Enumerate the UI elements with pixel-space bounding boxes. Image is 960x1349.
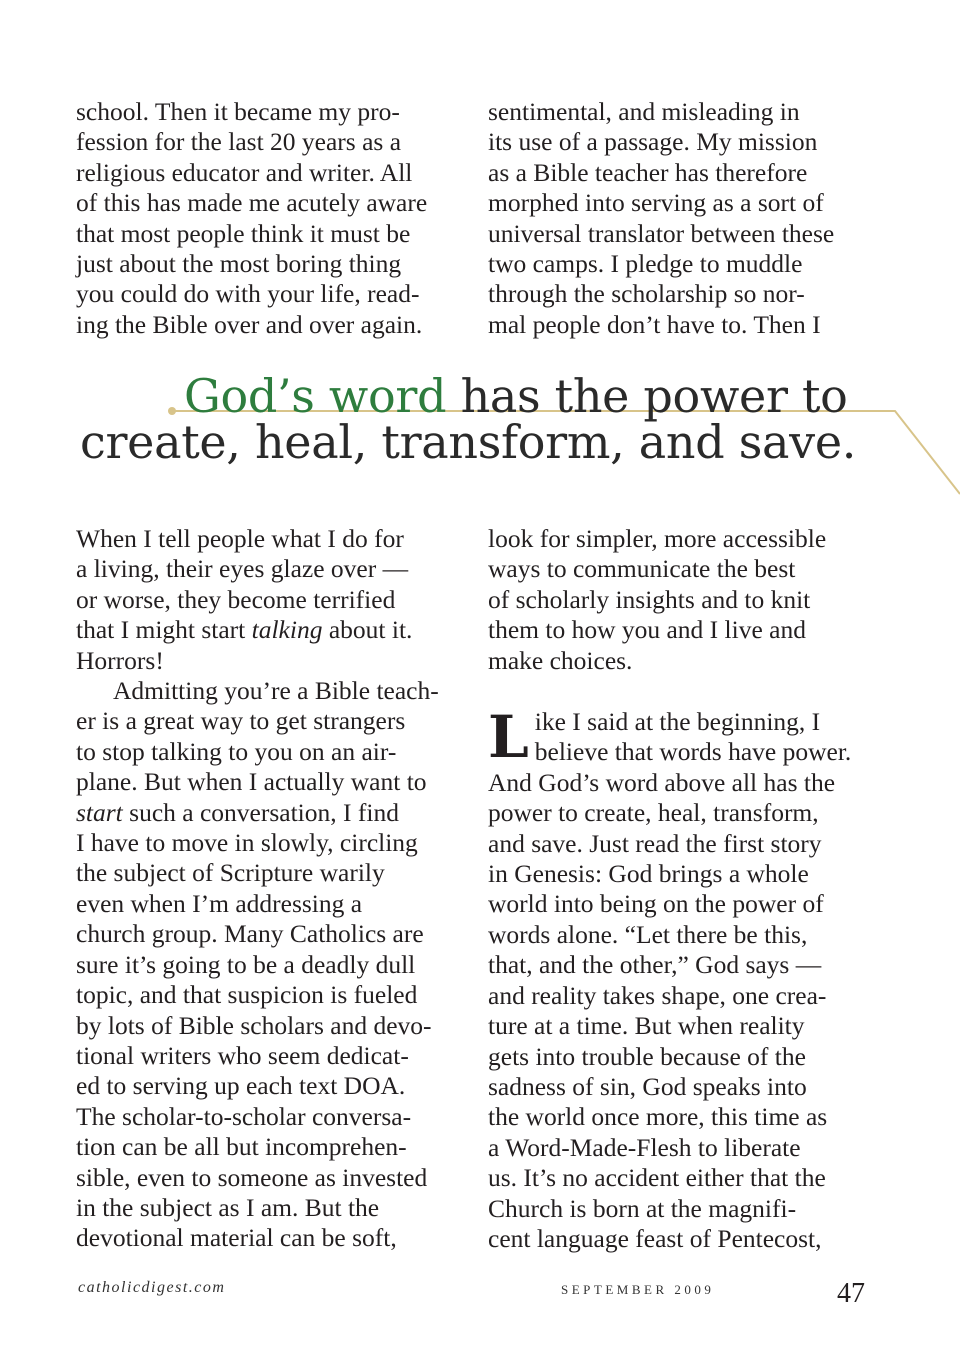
- right-column: [488, 524, 873, 1254]
- top-right-column: [488, 97, 873, 340]
- drop-cap: L: [488, 703, 529, 772]
- text-line: that most people think it must be: [76, 218, 411, 248]
- text-line: cent language feast of Pentecost,: [488, 1223, 822, 1253]
- text-line: to stop talking to you on an air-: [76, 736, 397, 766]
- text-line: topic, and that suspicion is fueled: [76, 980, 418, 1010]
- text-line: by lots of Bible scholars and devo-: [76, 1010, 432, 1040]
- emphasis: start: [76, 797, 123, 827]
- text-line: even when I’m addressing a: [76, 888, 363, 918]
- pull-quote-line-1: [184, 369, 848, 423]
- text-line: church group. Many Catholics are: [76, 919, 424, 949]
- text-line: world into being on the power of: [488, 889, 824, 919]
- text-line: of scholarly insights and to knit: [488, 584, 811, 614]
- text-line: power to create, heal, transform,: [488, 798, 819, 828]
- text-line: sible, even to someone as invested: [76, 1162, 428, 1192]
- text-line: and reality takes shape, one crea-: [488, 980, 827, 1010]
- text-line: ways to communicate the best: [488, 554, 796, 584]
- text-line: And God’s word above all has the: [488, 767, 836, 797]
- text-line: sentimental, and misleading in: [488, 97, 800, 126]
- text-line: ture at a time. But when reality: [488, 1011, 805, 1041]
- text-line: the world once more, this time as: [488, 1102, 828, 1132]
- text-line: Horrors!: [76, 645, 164, 675]
- footer-date: SEPTEMBER 2009: [561, 1282, 715, 1297]
- text-line: in Genesis: God brings a whole: [488, 859, 809, 889]
- text-line: morphed into serving as a sort of: [488, 188, 824, 218]
- text-line: two camps. I pledge to muddle: [488, 249, 803, 279]
- text-line: I have to move in slowly, circling: [76, 828, 418, 858]
- text-line: you could do with your life, read-: [76, 279, 420, 309]
- text-line: er is a great way to get strangers: [76, 706, 406, 736]
- text-line: through the scholarship so nor-: [488, 279, 805, 309]
- text-line: of this has made me acutely aware: [76, 188, 428, 218]
- text-line: just about the most boring thing: [76, 249, 402, 279]
- page-number: 47: [837, 1278, 865, 1309]
- text-line: tion can be all but incomprehen-: [76, 1132, 407, 1162]
- pull-quote-highlight: God’s word: [184, 369, 447, 423]
- text-line: devotional material can be soft,: [76, 1223, 397, 1253]
- emphasis: talking: [251, 615, 323, 645]
- text-line: school. Then it became my pro-: [76, 97, 400, 126]
- text-line: plane. But when I actually want to: [76, 767, 427, 797]
- text-line: The scholar-to-scholar conversa-: [76, 1101, 412, 1131]
- text-line: make choices.: [488, 645, 633, 675]
- text-line: religious educator and writer. All: [76, 157, 413, 187]
- text-line: look for simpler, more accessible: [488, 524, 827, 553]
- text-line: or worse, they become terrified: [76, 584, 396, 614]
- text-line: ing the Bible over and over again.: [76, 309, 423, 339]
- text-line: the subject of Scripture warily: [76, 858, 385, 888]
- text-line: its use of a passage. My mission: [488, 127, 818, 157]
- text-line: Church is born at the magnifi-: [488, 1193, 797, 1223]
- left-column: [76, 524, 461, 1254]
- text-line: that, and the other,” God says —: [488, 950, 822, 980]
- text-line: fession for the last 20 years as a: [76, 127, 402, 157]
- text-line: universal translator between these: [488, 218, 835, 248]
- text-line: ed to serving up each text DOA.: [76, 1071, 406, 1101]
- text-line: start such a conversation, I find: [76, 797, 399, 827]
- text-line: Admitting you’re a Bible teach-: [113, 676, 439, 706]
- text-line: When I tell people what I do for: [76, 524, 404, 553]
- footer-url: catholicdigest.com: [78, 1279, 226, 1296]
- text-line: them to how you and I live and: [488, 615, 806, 645]
- text-line: as a Bible teacher has therefore: [488, 157, 808, 187]
- text-line: a Word-Made-Flesh to liberate: [488, 1132, 801, 1162]
- text-line: tional writers who seem dedicat-: [76, 1040, 409, 1070]
- text-line: words alone. “Let there be this,: [488, 919, 808, 949]
- text-line: a living, their eyes glaze over —: [76, 554, 409, 584]
- paragraph-gap: [488, 676, 873, 707]
- text-line: gets into trouble because of the: [488, 1041, 806, 1071]
- top-left-column: [76, 97, 461, 340]
- drop-cap-paragraph: [488, 703, 873, 772]
- text-line: and save. Just read the first story: [488, 828, 822, 858]
- text-line: mal people don’t have to. Then I: [488, 309, 821, 339]
- pull-quote-line-1-rest: has the power to: [446, 369, 848, 423]
- text-line: in the subject as I am. But the: [76, 1192, 380, 1222]
- text-line: sadness of sin, God speaks into: [488, 1071, 807, 1101]
- text-line: that I might start talking about it.: [76, 615, 413, 645]
- text-line: sure it’s going to be a deadly dull: [76, 949, 416, 979]
- text-line: ike I said at the beginning, I: [534, 707, 821, 737]
- text-line: believe that words have power.: [534, 737, 852, 767]
- pull-quote-line-2: create, heal, transform, and save.: [80, 415, 857, 469]
- text-line: us. It’s no accident either that the: [488, 1163, 826, 1193]
